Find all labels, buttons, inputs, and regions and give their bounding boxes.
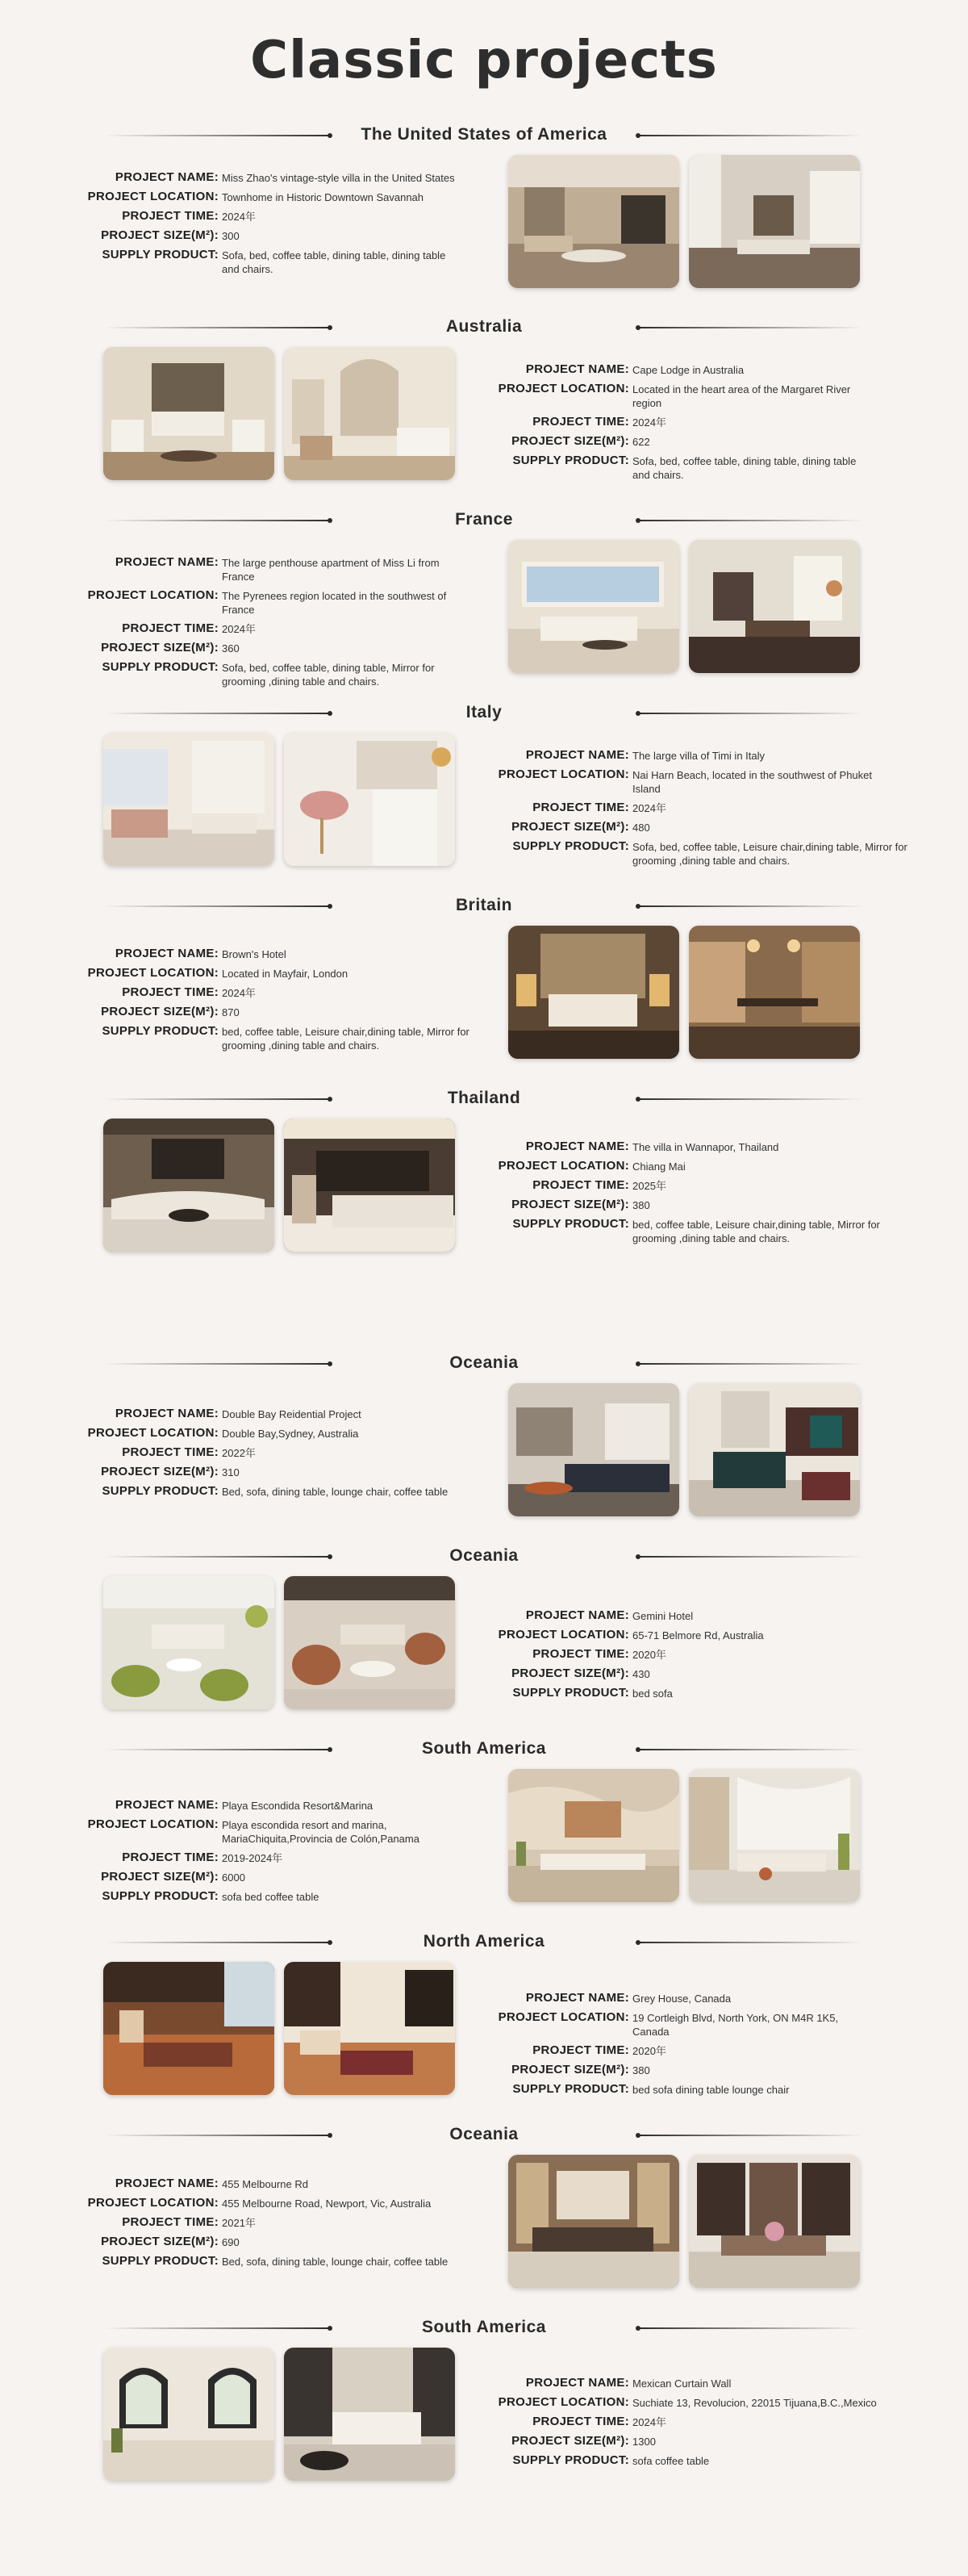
project-time: 2024年 [222,623,256,635]
project-size: 1300 [632,2436,656,2448]
project-photo [689,540,860,673]
section-header [105,125,863,146]
project-time: 2024年 [222,211,256,223]
project-time: 2024年 [222,987,256,999]
label-project-name: PROJECT NAME: [115,1798,219,1812]
label-project-name: PROJECT NAME: [525,748,629,762]
project-size: 300 [222,230,240,242]
project-info [482,2376,950,2473]
label-project-location: PROJECT LOCATION: [87,1426,219,1440]
project-location: Nai Harn Beach, located in the southwest of Phuket Island [632,769,873,795]
label-supply-product: SUPPLY PRODUCT: [102,1024,219,1038]
project-name: Miss Zhao's vintage-style villa in the United States [222,172,455,184]
project-name: Gemini Hotel [632,1610,694,1622]
project-photos [508,1769,860,1902]
section-header [105,896,863,917]
label-project-location: PROJECT LOCATION: [87,966,219,980]
project-location: 19 Cortleigh Blvd, North York, ON M4R 1K5, Canada [632,2012,839,2038]
section-header [105,1546,863,1567]
project-size: 622 [632,436,650,448]
region-title: Italy [465,703,503,721]
project-name: Brown's Hotel [222,948,286,960]
supply-product: sofa bed coffee table [222,1891,319,1903]
project-size: 870 [222,1006,240,1018]
supply-product: sofa coffee table [632,2455,710,2467]
label-project-name: PROJECT NAME: [115,947,219,960]
project-photo [103,1962,274,2095]
project-location: Townhome in Historic Downtown Savannah [222,191,424,203]
region-title: Oceania [449,1353,519,1372]
project-photo [508,155,679,288]
divider-line [637,2327,863,2329]
section-header [105,1353,863,1374]
project-location: Located in Mayfair, London [222,968,348,980]
region-title: Britain [455,896,512,914]
project-section-italy [0,703,968,889]
label-project-location: PROJECT LOCATION: [498,2010,629,2024]
region-title: North America [423,1932,545,1951]
label-supply-product: SUPPLY PRODUCT: [102,1889,219,1903]
section-header [105,1089,863,1110]
supply-product: bed sofa dining table lounge chair [632,2084,790,2096]
divider-line [637,713,863,714]
label-project-size: PROJECT SIZE(M²): [511,2434,629,2448]
project-info [77,170,496,281]
label-supply-product: SUPPLY PRODUCT: [512,2082,629,2096]
region-title: South America [422,2318,546,2336]
label-project-size: PROJECT SIZE(M²): [101,641,219,654]
project-photo [689,155,860,288]
project-photo [284,1576,455,1709]
label-project-location: PROJECT LOCATION: [87,190,219,203]
project-location: Suchiate 13, Revolucion, 22015 Tijuana,B.C.,Mexico [632,2397,877,2409]
project-photo [508,1383,679,1516]
label-supply-product: SUPPLY PRODUCT: [512,839,629,853]
project-photos [103,1119,455,1252]
project-time: 2022年 [222,1447,256,1459]
region-title: France [455,510,513,529]
section-header [105,1739,863,1760]
project-size: 480 [632,822,650,834]
project-time: 2019-2024年 [222,1852,283,1864]
project-photos [103,733,455,866]
project-info [482,1140,934,1250]
supply-product: bed sofa [632,1687,673,1700]
project-size: 360 [222,642,240,654]
project-size: 690 [222,2236,240,2248]
label-project-location: PROJECT LOCATION: [498,1159,629,1173]
project-time: 2020年 [632,2045,666,2057]
project-section-australia [0,317,968,503]
label-project-time: PROJECT TIME: [532,2415,629,2428]
supply-product: Bed, sofa, dining table, lounge chair, coffee table [222,2256,449,2268]
label-project-name: PROJECT NAME: [525,362,629,376]
label-project-name: PROJECT NAME: [525,1140,629,1153]
project-name: Cape Lodge in Australia [632,364,745,376]
project-photos [103,347,455,480]
project-section-oceania-2 [0,1546,968,1732]
region-title: Oceania [449,2125,519,2143]
project-photos [103,2348,455,2481]
project-photo [508,2155,679,2288]
divider-line [637,1363,863,1365]
project-location: 455 Melbourne Road, Newport, Vic, Australia [222,2198,432,2210]
project-location: 65-71 Belmore Rd, Australia [632,1629,764,1641]
label-project-size: PROJECT SIZE(M²): [101,1870,219,1884]
label-project-time: PROJECT TIME: [122,2215,219,2229]
divider-line [637,905,863,907]
project-name: Grey House, Canada [632,1993,732,2005]
project-photo [284,1962,455,2095]
divider-line [637,1942,863,1943]
project-location: Playa escondida resort and marina, MariaChiquita,Provincia de Colón,Panama [222,1819,419,1845]
project-time: 2024年 [632,802,666,814]
label-project-size: PROJECT SIZE(M²): [101,2235,219,2248]
project-section-south-america-2 [0,2318,968,2503]
project-photo [284,733,455,866]
region-title: Thailand [447,1089,521,1107]
section-header [105,2318,863,2339]
section-header [105,317,863,338]
label-project-name: PROJECT NAME: [115,2177,219,2190]
project-time: 2025年 [632,1180,666,1192]
project-name: Double Bay Reidential Project [222,1408,361,1420]
project-name: The large villa of Timi in Italy [632,750,766,762]
project-photos [508,540,860,673]
label-project-location: PROJECT LOCATION: [87,2196,219,2210]
project-name: Playa Escondida Resort&Marina [222,1800,373,1812]
project-photo [689,2155,860,2288]
label-project-time: PROJECT TIME: [532,1647,629,1661]
project-size: 380 [632,2064,650,2076]
label-project-time: PROJECT TIME: [122,1445,219,1459]
label-project-size: PROJECT SIZE(M²): [101,1465,219,1478]
page-title: Classic projects [250,31,718,90]
label-project-time: PROJECT TIME: [122,209,219,223]
divider-line [637,2135,863,2136]
section-header [105,703,863,724]
label-supply-product: SUPPLY PRODUCT: [102,248,219,261]
supply-product: bed, coffee table, Leisure chair,dining table, Mirror for grooming ,dining table and chairs. [222,1026,469,1052]
project-photo [689,926,860,1059]
project-photos [508,2155,860,2288]
project-info [77,947,496,1057]
label-project-time: PROJECT TIME: [122,621,219,635]
section-header [105,2125,863,2146]
project-photo [284,2348,455,2481]
project-photo [103,733,274,866]
label-project-name: PROJECT NAME: [115,555,219,569]
project-photo [103,1119,274,1252]
divider-line [637,1556,863,1558]
label-project-size: PROJECT SIZE(M²): [511,820,629,834]
project-location: Located in the heart area of the Margaret River region [632,383,851,409]
project-photo [689,1769,860,1902]
project-size: 6000 [222,1871,245,1884]
label-project-name: PROJECT NAME: [525,1991,629,2005]
label-supply-product: SUPPLY PRODUCT: [512,454,629,467]
label-project-time: PROJECT TIME: [122,1850,219,1864]
supply-product: Bed, sofa, dining table, lounge chair, coffee table [222,1486,449,1498]
label-project-location: PROJECT LOCATION: [87,1817,219,1831]
label-supply-product: SUPPLY PRODUCT: [102,660,219,674]
label-project-location: PROJECT LOCATION: [498,767,629,781]
label-project-location: PROJECT LOCATION: [498,1628,629,1641]
project-size: 430 [632,1668,650,1680]
label-project-name: PROJECT NAME: [115,170,219,184]
project-location: The Pyrenees region located in the southwest of France [222,590,447,616]
project-name: Mexican Curtain Wall [632,2377,732,2390]
region-title: South America [422,1739,546,1758]
project-time: 2020年 [632,1649,666,1661]
project-photo [508,540,679,673]
project-photos [103,1962,455,2095]
project-time: 2021年 [222,2217,256,2229]
label-project-time: PROJECT TIME: [532,2043,629,2057]
divider-line [637,135,863,136]
label-project-time: PROJECT TIME: [532,801,629,814]
project-time: 2024年 [632,2416,666,2428]
project-section-france [0,510,968,696]
supply-product: Sofa, bed, coffee table, dining table, dining table and chairs. [632,455,857,481]
project-section-oceania-3 [0,2125,968,2310]
project-photos [103,1576,455,1709]
project-photo [508,1769,679,1902]
project-info [482,748,934,872]
divider-line [637,327,863,328]
label-project-location: PROJECT LOCATION: [498,382,629,395]
project-section-thailand [0,1089,968,1274]
project-section-north-america [0,1932,968,2118]
project-section-usa [0,125,968,311]
label-project-size: PROJECT SIZE(M²): [511,2063,629,2076]
label-supply-product: SUPPLY PRODUCT: [512,1686,629,1700]
label-supply-product: SUPPLY PRODUCT: [512,1217,629,1231]
label-project-size: PROJECT SIZE(M²): [511,1198,629,1211]
project-photos [508,1383,860,1516]
project-info [482,362,934,487]
project-photo [689,1383,860,1516]
project-location: Chiang Mai [632,1160,686,1173]
project-section-south-america-1 [0,1739,968,1925]
divider-line [637,1749,863,1750]
label-project-time: PROJECT TIME: [532,415,629,429]
project-info [482,1991,934,2101]
project-location: Double Bay,Sydney, Australia [222,1428,359,1440]
project-photo [103,2348,274,2481]
project-photo [508,926,679,1059]
section-header [105,1932,863,1953]
project-info [77,555,496,693]
project-photos [508,155,860,288]
region-title: Oceania [449,1546,519,1565]
label-project-location: PROJECT LOCATION: [87,588,219,602]
label-project-name: PROJECT NAME: [525,2376,629,2390]
project-name: 455 Melbourne Rd [222,2178,308,2190]
label-project-name: PROJECT NAME: [115,1407,219,1420]
region-title: The United States of America [361,125,607,144]
label-project-location: PROJECT LOCATION: [498,2395,629,2409]
project-section-oceania-1 [0,1353,968,1539]
project-size: 310 [222,1466,240,1478]
divider-line [637,520,863,521]
label-supply-product: SUPPLY PRODUCT: [102,2254,219,2268]
label-project-size: PROJECT SIZE(M²): [101,228,219,242]
label-supply-product: SUPPLY PRODUCT: [102,1484,219,1498]
label-project-size: PROJECT SIZE(M²): [511,434,629,448]
label-supply-product: SUPPLY PRODUCT: [512,2453,629,2467]
project-photo [103,1576,274,1709]
label-project-size: PROJECT SIZE(M²): [101,1005,219,1018]
project-photo [103,347,274,480]
project-photos [508,926,860,1059]
project-name: The villa in Wannapor, Thailand [632,1141,779,1153]
project-size: 380 [632,1199,650,1211]
divider-line [637,1098,863,1100]
supply-product: bed, coffee table, Leisure chair,dining table, Mirror for grooming ,dining table and chairs. [632,1219,880,1244]
project-time: 2024年 [632,416,666,429]
label-project-name: PROJECT NAME: [525,1608,629,1622]
label-project-time: PROJECT TIME: [532,1178,629,1192]
project-photo [284,1119,455,1252]
project-section-britain [0,896,968,1081]
label-project-size: PROJECT SIZE(M²): [511,1666,629,1680]
project-name: The large penthouse apartment of Miss Li from France [222,557,440,583]
region-title: Australia [445,317,523,336]
project-photo [284,347,455,480]
supply-product: Sofa, bed, coffee table, Leisure chair,dining table, Mirror for grooming ,dining table and chairs. [632,841,908,867]
project-info [77,2177,504,2273]
supply-product: Sofa, bed, coffee table, dining table, Mirror for grooming ,dining table and chairs. [222,662,435,688]
supply-product: Sofa, bed, coffee table, dining table, dining table and chairs. [222,249,446,275]
project-info [77,1407,496,1503]
project-info [77,1798,496,1909]
project-info [482,1608,934,1705]
label-project-time: PROJECT TIME: [122,985,219,999]
section-header [105,510,863,531]
